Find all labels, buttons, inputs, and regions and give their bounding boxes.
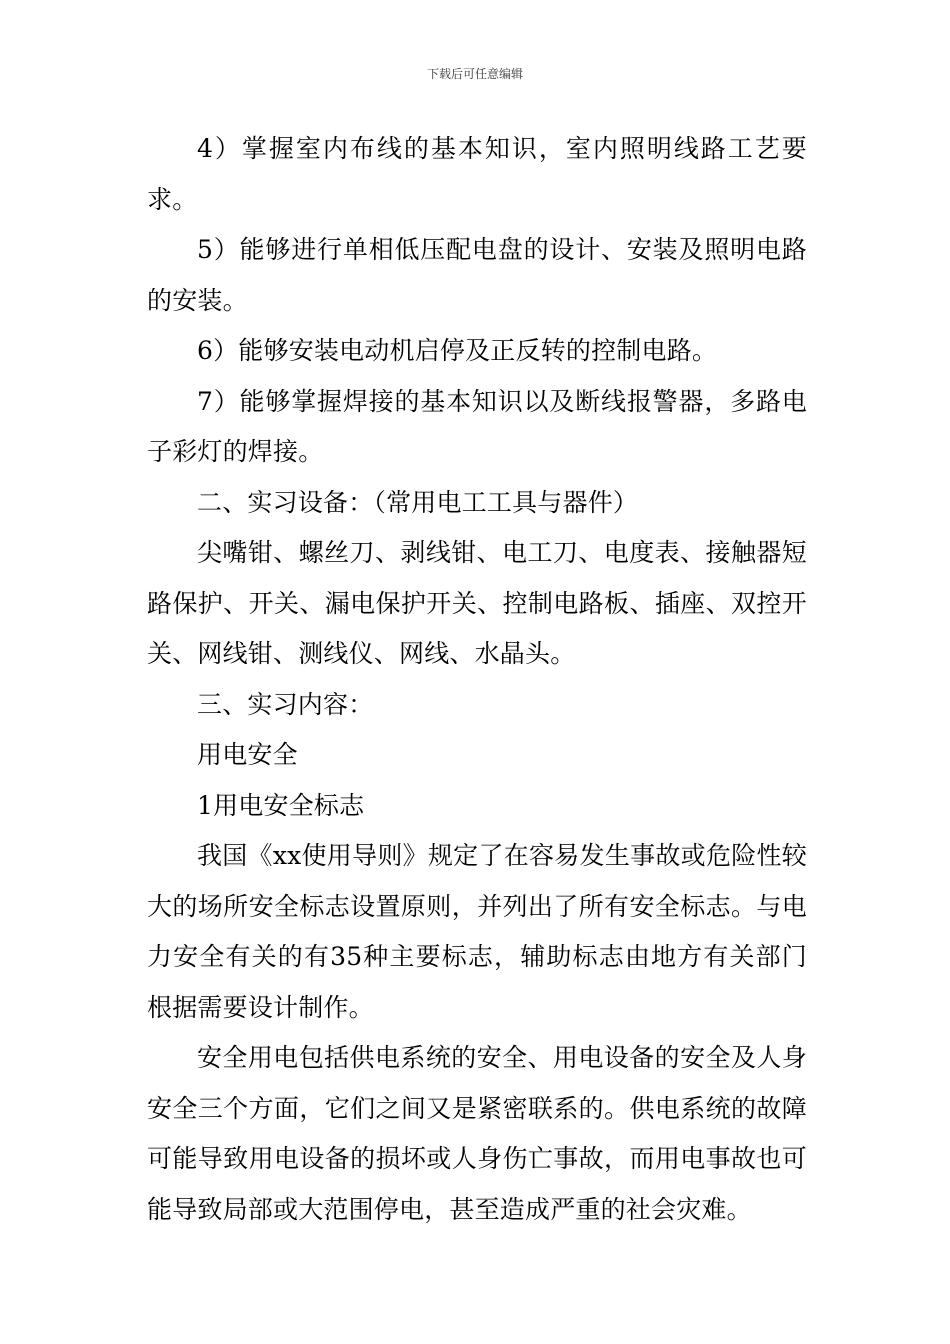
section-heading-content: 三、实习内容： — [197, 689, 374, 719]
paragraph-objective-7: 7）能够掌握焊接的基本知识以及断线报警器，多路电子彩灯的焊接。 — [147, 386, 807, 466]
paragraph-safety-signs: 我国《xx使用导则》规定了在容易发生事故或危险性较大的场所安全标志设置原则，并列出了所有安全标志。与电力安全有关的有35种主要标志，辅助标志由地方有关部门根据需要设计制作。 — [147, 841, 807, 1022]
paragraph-objective-6: 6）能够安装电动机启停及正反转的控制电路。 — [197, 336, 718, 365]
section-heading-equipment: 二、实习设备：（常用电工工具与器件） — [197, 487, 639, 517]
paragraph-equipment-list: 尖嘴钳、螺丝刀、剥线钳、电工刀、电度表、接触器短路保护、开关、漏电保护开关、控制电路板、插座、双控开关、网线钳、测线仪、网线、水晶头。 — [147, 538, 807, 668]
subheading-safety-signs: 1用电安全标志 — [197, 790, 365, 820]
document-body — [147, 124, 807, 1235]
subheading-electrical-safety: 用电安全 — [197, 740, 298, 769]
page-header: 下载后可任意编辑 — [426, 67, 523, 81]
paragraph-objective-5: 5）能够进行单相低压配电盘的设计、安装及照明电路的安装。 — [147, 235, 807, 315]
paragraph-safe-power-use: 安全用电包括供电系统的安全、用电设备的安全及人身安全三个方面，它们之间又是紧密联系的。供电系统的故障可能导致用电设备的损坏或人身伤亡事故，而用电事故也可能导致局部或大范围停电，甚至造成严重的社会灾难。 — [147, 1043, 807, 1224]
paragraph-objective-4: 4）掌握室内布线的基本知识，室内照明线路工艺要求。 — [147, 134, 807, 214]
